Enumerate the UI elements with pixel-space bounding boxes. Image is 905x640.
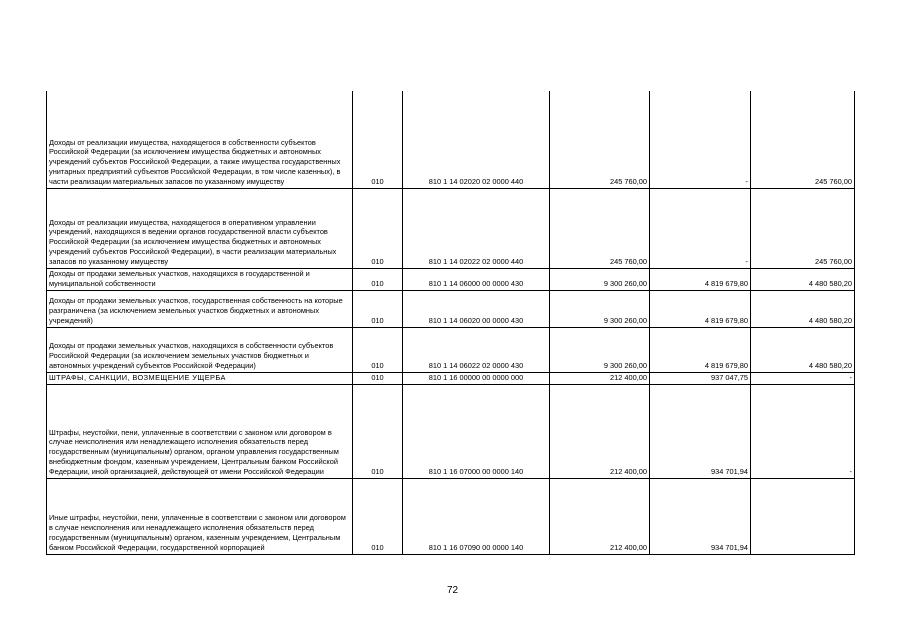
row-name-cell: Штрафы, неустойки, пени, уплаченные в соответствии с законом или договором в случае неисполнения или ненадлежащего исполнения обязательств перед государственным (муниципальным) органом, органом управления государственным внебюджетным фондом, казенным учреждением, Центральным банком Российской Федерации, иной организацией, действующей от имени Российской Федерации: [47, 384, 353, 478]
row-unexecuted-cell: [751, 478, 855, 554]
row-approved-cell: 212 400,00: [550, 372, 650, 384]
row-budget-code-cell: 810 1 14 06020 00 0000 430: [403, 290, 550, 327]
row-name-cell: Доходы от реализации имущества, находящегося в собственности субъектов Российской Федерации (за исключением имущества бюджетных и автономных учреждений субъектов Российской Федерации, а также имущества государственных унитарных предприятий субъектов Российской Федерации, в том числе казенных), в части реализации материальных запасов по указанному имуществу: [47, 91, 353, 188]
row-approved-cell: 212 400,00: [550, 478, 650, 554]
row-unexecuted-cell: 4 480 580,20: [751, 327, 855, 372]
row-name-cell: Доходы от продажи земельных участков, находящихся в собственности субъектов Российской Федерации (за исключением земельных участков бюджетных и автономных учреждений субъектов Российской Федерации): [47, 327, 353, 372]
row-executed-cell: -: [650, 91, 751, 188]
revenue-table-body: [47, 91, 855, 554]
row-unexecuted-cell: 245 760,00: [751, 91, 855, 188]
row-line-code-cell: 010: [353, 384, 403, 478]
row-unexecuted-cell: 245 760,00: [751, 188, 855, 268]
row-line-code-cell: 010: [353, 327, 403, 372]
row-line-code-cell: 010: [353, 268, 403, 290]
table-row: [47, 290, 855, 327]
row-budget-code-cell: 810 1 16 07000 00 0000 140: [403, 384, 550, 478]
row-line-code-cell: 010: [353, 478, 403, 554]
page-number: 72: [446, 585, 459, 596]
row-executed-cell: 934 701,94: [650, 384, 751, 478]
row-executed-cell: 4 819 679,80: [650, 327, 751, 372]
row-budget-code-cell: 810 1 14 06000 00 0000 430: [403, 268, 550, 290]
row-approved-cell: 245 760,00: [550, 91, 650, 188]
table-row: [47, 372, 855, 384]
row-executed-cell: 4 819 679,80: [650, 290, 751, 327]
row-budget-code-cell: 810 1 14 06022 02 0000 430: [403, 327, 550, 372]
row-approved-cell: 212 400,00: [550, 384, 650, 478]
row-unexecuted-cell: -: [751, 384, 855, 478]
table-row: [47, 91, 855, 188]
table-row: [47, 384, 855, 478]
row-name-cell: Доходы от продажи земельных участков, государственная собственность на которые разграничена (за исключением земельных участков бюджетных и автономных учреждений): [47, 290, 353, 327]
row-approved-cell: 9 300 260,00: [550, 327, 650, 372]
row-line-code-cell: 010: [353, 290, 403, 327]
row-name-cell: ШТРАФЫ, САНКЦИИ, ВОЗМЕЩЕНИЕ УЩЕРБА: [47, 372, 353, 384]
row-approved-cell: 9 300 260,00: [550, 290, 650, 327]
row-executed-cell: 934 701,94: [650, 478, 751, 554]
table-row: [47, 268, 855, 290]
row-approved-cell: 9 300 260,00: [550, 268, 650, 290]
row-line-code-cell: 010: [353, 372, 403, 384]
row-executed-cell: 937 047,75: [650, 372, 751, 384]
row-executed-cell: -: [650, 188, 751, 268]
row-budget-code-cell: 810 1 14 02020 02 0000 440: [403, 91, 550, 188]
table-row: [47, 188, 855, 268]
revenue-table: [46, 91, 855, 555]
row-line-code-cell: 010: [353, 91, 403, 188]
row-line-code-cell: 010: [353, 188, 403, 268]
row-budget-code-cell: 810 1 16 07090 00 0000 140: [403, 478, 550, 554]
row-approved-cell: 245 760,00: [550, 188, 650, 268]
row-executed-cell: 4 819 679,80: [650, 268, 751, 290]
table-row: [47, 478, 855, 554]
row-name-cell: Доходы от продажи земельных участков, находящихся в государственной и муниципальной собственности: [47, 268, 353, 290]
table-row: [47, 327, 855, 372]
row-budget-code-cell: 810 1 14 02022 02 0000 440: [403, 188, 550, 268]
row-unexecuted-cell: 4 480 580,20: [751, 290, 855, 327]
row-unexecuted-cell: -: [751, 372, 855, 384]
row-name-cell: Иные штрафы, неустойки, пени, уплаченные в соответствии с законом или договором в случае неисполнения или ненадлежащего исполнения обязательств перед государственным (муниципальным) органом, казенным учреждением, Центральным банком Российской Федерации, государственной корпорацией: [47, 478, 353, 554]
row-unexecuted-cell: 4 480 580,20: [751, 268, 855, 290]
row-budget-code-cell: 810 1 16 00000 00 0000 000: [403, 372, 550, 384]
row-name-cell: Доходы от реализации имущества, находящегося в оперативном управлении учреждений, находящихся в ведении органов государственной власти субъектов Российской Федерации (за исключением имущества бюджетных и автономных учреждений субъектов Российской Федерации), в части реализации материальных запасов по указанному имуществу: [47, 188, 353, 268]
